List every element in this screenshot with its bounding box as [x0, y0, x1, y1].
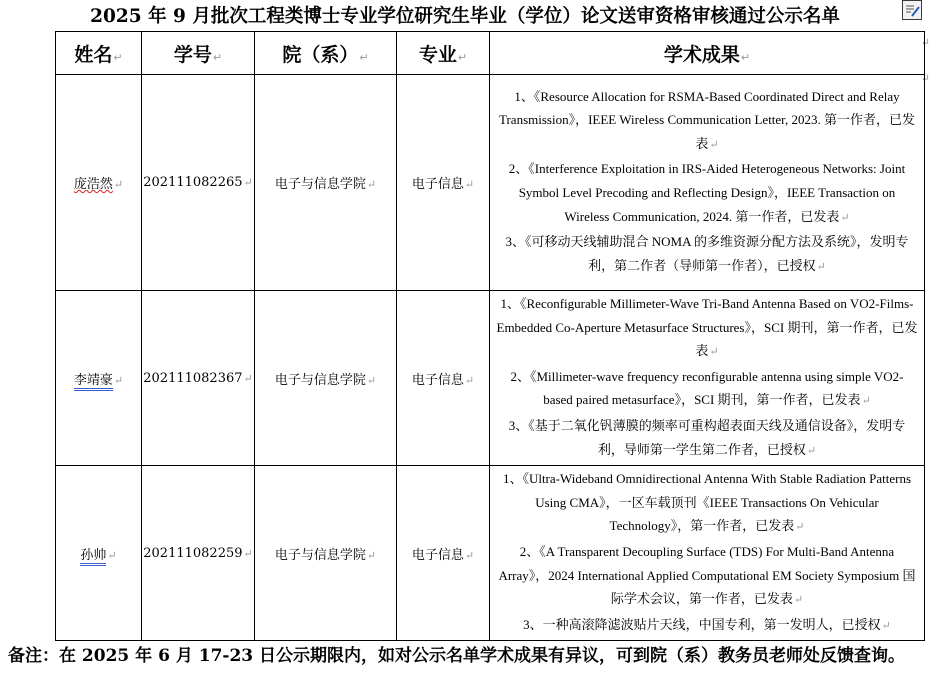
- table-header-row: [56, 32, 925, 75]
- page-title: 2025 年 9 月批次工程类博士专业学位研究生毕业（学位）论文送审资格审核通过公示名单: [90, 6, 840, 27]
- table-row: [56, 75, 925, 291]
- table-row: [56, 466, 925, 641]
- cell-achievements: [490, 75, 925, 291]
- achievement-item: 2、《Interference Exploitation in IRS-Aided Heterogeneous Networks: Joint Symbol Level Precoding and Reflecting Design》，IEEE Transaction on Wireless Communication, 2024. 第一作者，已发表↵: [508, 161, 906, 224]
- achievement-item: 1、《Ultra-Wideband Omnidirectional Antenna With Stable Radiation Patterns Using CMA》，一区车载顶刊《IEEE Transactions On Vehicular Technology》，第一作者，已发表↵: [502, 471, 912, 534]
- cell-college: 电子与信息学院↵: [255, 466, 397, 641]
- achievement-item: 1、《Reconfigurable Millimeter-Wave Tri-Band Antenna Based on VO2-Films-Embedded Co-Aperture Metasurface Structures》，SCI 期刊，第一作者，已发表↵: [496, 296, 918, 359]
- cell-achievements: [490, 291, 925, 466]
- paragraph-mark: ↵: [920, 72, 930, 85]
- header-major: 专业↵: [397, 32, 490, 75]
- cell-major: 电子信息↵: [397, 291, 490, 466]
- table-row: [56, 291, 925, 466]
- header-college: 院（系）↵: [255, 32, 397, 75]
- achievement-item: 2、《Millimeter-wave frequency reconfigurable antenna using simple VO2-based paired metasurface》，SCI 期刊，第一作者，已发表↵: [510, 368, 904, 408]
- cell-name: 庞浩然↵: [56, 75, 142, 291]
- cell-achievements: [490, 466, 925, 641]
- achievement-item: 2、《A Transparent Decoupling Surface (TDS) For Multi-Band Antenna Array》，2024 International Applied Computational EM Society Symposium 国际学术会议，第一作者，已发表↵: [498, 543, 916, 607]
- achievement-item: 3、《基于二氧化钒薄膜的频率可重构超表面天线及通信设备》，发明专利，导师第一学生第二作者，已授权↵: [508, 417, 906, 457]
- edit-document-icon[interactable]: [902, 0, 922, 20]
- cell-major: 电子信息↵: [397, 75, 490, 291]
- cell-student-id: 202111082265↵: [142, 75, 255, 291]
- cell-major: 电子信息↵: [397, 466, 490, 641]
- cell-college: 电子与信息学院↵: [255, 291, 397, 466]
- paragraph-mark: ↵: [920, 36, 930, 49]
- cell-student-id: 202111082259↵: [142, 466, 255, 641]
- achievement-item: 1、《Resource Allocation for RSMA-Based Coordinated Direct and Relay Transmission》，IEEE Wireless Communication Letter, 2023. 第一作者，已发表↵: [498, 88, 915, 151]
- achievement-item: 3、《可移动天线辅助混合 NOMA 的多维资源分配方法及系统》，发明专利，第二作者（导师第一作者），已授权↵: [505, 234, 909, 273]
- header-achievements: 学术成果↵: [490, 32, 925, 75]
- footer-note: 备注：在 2025 年 6 月 17-23 日公示期限内，如对公示名单学术成果有异议，可到院（系）教务员老师处反馈查询。: [8, 646, 906, 666]
- cell-name: 孙帅↵: [56, 466, 142, 641]
- review-table: [55, 31, 925, 641]
- cell-college: 电子与信息学院↵: [255, 75, 397, 291]
- cell-name: 李靖豪↵: [56, 291, 142, 466]
- achievement-item: 3、一种高滚降滤波贴片天线，中国专利，第一发明人，已授权↵: [523, 616, 891, 632]
- header-student-id: 学号↵: [142, 32, 255, 75]
- header-name: 姓名↵: [56, 32, 142, 75]
- cell-student-id: 202111082367↵: [142, 291, 255, 466]
